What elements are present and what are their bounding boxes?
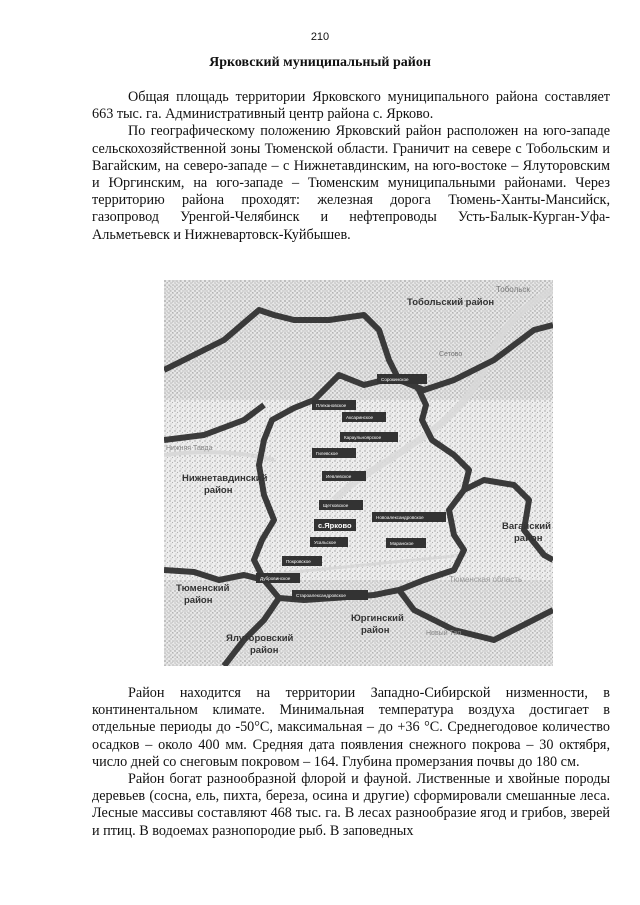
settlement-tag-dubrovinskoe [256,573,300,583]
settlement-tag-shchetkovskoe [319,500,363,510]
label-yurginsky-district: Юргинский [351,613,404,624]
settlement-tag-gilevskoe [312,448,356,458]
label-nizhnyaya-tavda: Нижняя Тавда [166,445,213,452]
body-paragraph: Район находится на территории Западно-Сибирской низменности, в континентальном климате. Минимальная температура воздуха достигает в отдельные периоды до -50°С, максимальная – до +36 °С. Среднегодовое количество осадков – около 400 мм. Средняя дата появления снежного покрова – 30 октября, число дней со снеговым покровом – 164. Глубина промерзания почвы до 180 см. [92,685,610,770]
settlement-tag-plekhanovskoe [312,400,356,410]
label-nizhnetavdinsky-district: район [204,485,233,496]
label-setovo: Сетово [439,351,463,358]
label-tyumensky-district: Тюменский [176,583,230,594]
label-yalutorovsky-district: район [250,645,279,656]
settlement-tag-maranskoe [386,538,426,548]
svg-text:Сорокинское: Сорокинское [381,377,409,382]
intro-paragraph: По географическому положению Ярковский район расположен на юго-западе сельскохозяйственной зоны Тюменской области. Граничит на севере с Тобольским и Вагайским, на северо-западе – с Нижнетавдинским, на юго-востоке – Ялуторовским и Юргинским, на юго-западе – Тюменским муниципальными районами. Через территорию района проходят: железная дорога Тюмень-Ханты-Мансийск, газопровод Уренгой-Челябинск и нефтепроводы Усть-Балык-Курган-Уфа-Альметьевск и Нижневартовск-Куйбышев. [92,123,610,243]
label-nizhnetavdinsky-district: Нижнетавдинский [182,473,268,484]
svg-text:Караульноярское: Караульноярское [344,435,382,440]
label-tobolsk: Тобольск [496,285,530,294]
svg-text:Дубровинское: Дубровинское [260,576,291,581]
label-tyumensky-district: район [184,595,213,606]
intro-paragraph: Общая площадь территории Ярковского муниципального района составляет 663 тыс. га. Административный центр района с. Ярково. [92,89,610,123]
label-tobolsky-district: Тобольский район [407,297,495,308]
intro-text [92,89,610,244]
label-yalutorovsky-district: Ялуторовский [226,633,294,644]
settlement-tag-sorokinskoe [377,374,427,384]
settlement-tag-yarkovo [314,519,356,531]
svg-text:Аксаринское: Аксаринское [346,415,374,420]
svg-text:с.Ярково: с.Ярково [318,521,352,530]
svg-text:Новоалександровское: Новоалександровское [376,515,424,520]
settlement-tag-usalskoe [310,537,348,547]
label-vagaysky-district: район [514,533,543,544]
district-map [164,280,553,666]
svg-text:Староалександровское: Староалександровское [296,593,346,598]
svg-text:Усальское: Усальское [314,540,337,545]
svg-text:Гилевское: Гилевское [316,451,338,456]
svg-text:Покровское: Покровское [286,559,311,564]
body-text [92,685,610,840]
label-novy-tap: Новый Тап [426,630,462,637]
label-tyumen-oblast: Тюменская область [449,575,523,584]
svg-text:Плехановское: Плехановское [316,403,347,408]
page-title: Ярковский муниципальный район [209,55,431,70]
settlement-tag-pokrovskoe [282,556,322,566]
label-yurginsky-district: район [361,625,390,636]
settlement-tag-aksarinskoe [342,412,386,422]
label-vagaysky-district: Вагайский [502,521,551,532]
settlement-tag-karaulnoyarskoe [340,432,398,442]
svg-text:Иевлевское: Иевлевское [326,474,352,479]
settlement-tag-staroaleksandrovskoe [292,590,368,600]
settlement-tag-ievlevskoe [322,471,366,481]
svg-text:Маранское: Маранское [390,541,414,546]
body-paragraph: Район богат разнообразной флорой и фауной. Лиственные и хвойные породы деревьев (сосна, ель, пихта, береза, осина и другие) сформировали смешанные леса. Лесные массивы составляют 468 тыс. га. В лесах разнообразие ягод и грибов, зверей и птиц. В водоемах разнопородие рыб. В заповедных [92,771,610,839]
settlement-tag-novoaleksandrovskoe [372,512,446,522]
page-number: 210 [310,31,330,43]
svg-text:Щетковское: Щетковское [323,503,349,508]
